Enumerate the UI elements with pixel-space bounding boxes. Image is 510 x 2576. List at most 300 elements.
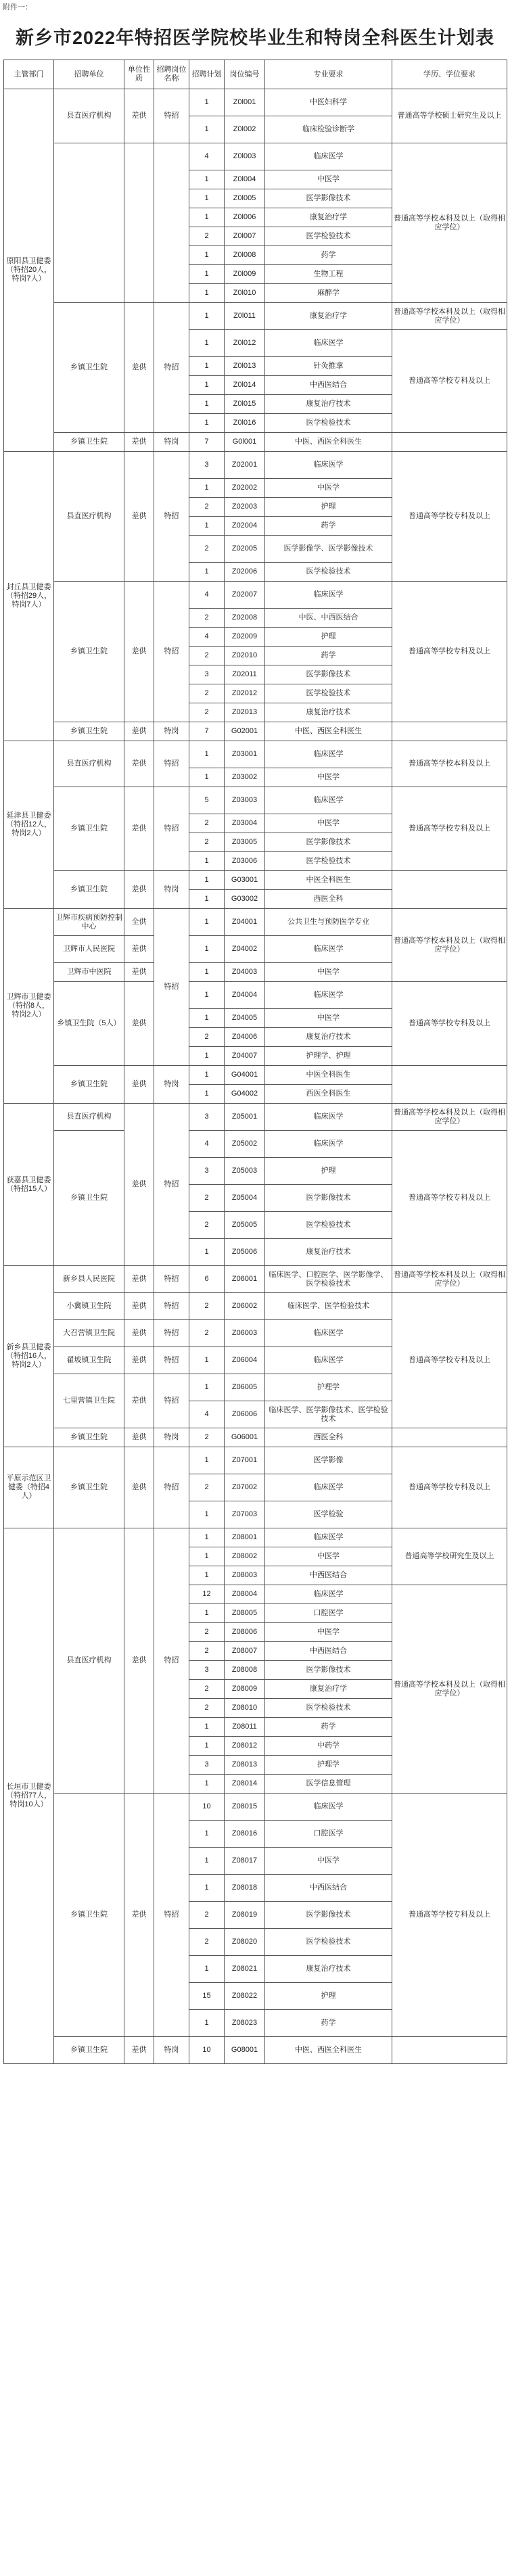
code-cell: Z0l011: [225, 303, 265, 330]
table-row: [4, 1066, 507, 1085]
code-cell: G04002: [225, 1085, 265, 1104]
count-cell: 2: [189, 1185, 225, 1212]
unit-cell: 卫辉市人民医院: [54, 936, 124, 963]
header-code: 岗位编号: [225, 60, 265, 89]
header-post: 招聘岗位名称: [154, 60, 189, 89]
major-cell: 中医全科医生: [265, 871, 392, 890]
major-cell: 临床医学、医学检验技术: [265, 1293, 392, 1320]
code-cell: Z0l004: [225, 170, 265, 189]
count-cell: 2: [189, 1929, 225, 1956]
code-cell: Z03002: [225, 768, 265, 787]
code-cell: Z05004: [225, 1185, 265, 1212]
major-cell: 西医全科医生: [265, 1085, 392, 1104]
nature-cell: 差供: [124, 1066, 154, 1104]
code-cell: Z08019: [225, 1902, 265, 1929]
nature-cell: 差供: [124, 1528, 154, 1794]
code-cell: Z05002: [225, 1131, 265, 1158]
code-cell: Z0l007: [225, 227, 265, 246]
major-cell: 医学检验技术: [265, 1212, 392, 1239]
code-cell: Z04004: [225, 982, 265, 1009]
unit-cell: 七里营镇卫生院: [54, 1374, 124, 1428]
count-cell: 1: [189, 1009, 225, 1028]
education-cell: 普通高等学校本科及以上（取得相应学位）: [392, 303, 507, 330]
count-cell: 5: [189, 787, 225, 814]
major-cell: 医学影像技术: [265, 665, 392, 684]
major-cell: 中西医结合: [265, 1566, 392, 1585]
dept-cell: 原阳县卫健委（特招20人，特岗7人）: [4, 89, 54, 452]
count-cell: 2: [189, 1642, 225, 1661]
count-cell: 1: [189, 1547, 225, 1566]
unit-cell: 乡镇卫生院（5人）: [54, 982, 124, 1066]
code-cell: Z05006: [225, 1239, 265, 1266]
count-cell: 1: [189, 479, 225, 498]
nature-cell: 差供: [124, 2037, 154, 2064]
unit-cell: 乡镇卫生院: [54, 433, 124, 452]
major-cell: 医学检验技术: [265, 227, 392, 246]
header-major: 专业要求: [265, 60, 392, 89]
education-cell: 普通高等学校专科及以上: [392, 452, 507, 582]
post-cell: 特岗: [154, 1428, 189, 1447]
count-cell: 1: [189, 303, 225, 330]
count-cell: 1: [189, 1447, 225, 1474]
major-cell: 医学检验技术: [265, 563, 392, 582]
count-cell: 1: [189, 1821, 225, 1848]
table-row: [4, 582, 507, 609]
count-cell: 2: [189, 1028, 225, 1047]
post-cell: 特招: [154, 582, 189, 722]
header-nature: 单位性质: [124, 60, 154, 89]
post-cell: 特招: [154, 1293, 189, 1320]
code-cell: Z08020: [225, 1929, 265, 1956]
count-cell: 1: [189, 1374, 225, 1401]
post-cell: 特招: [154, 1347, 189, 1374]
code-cell: Z0l009: [225, 265, 265, 284]
table-row: [4, 1528, 507, 1547]
major-cell: 临床医学: [265, 1794, 392, 1821]
count-cell: 4: [189, 1401, 225, 1428]
major-cell: 中医学: [265, 814, 392, 833]
unit-cell: 小冀镇卫生院: [54, 1293, 124, 1320]
count-cell: 2: [189, 609, 225, 628]
major-cell: 中药学: [265, 1737, 392, 1756]
table-row: [4, 433, 507, 452]
unit-cell: 乡镇卫生院: [54, 1447, 124, 1528]
code-cell: G0l001: [225, 433, 265, 452]
code-cell: G04001: [225, 1066, 265, 1085]
post-cell: 特招: [154, 1794, 189, 2037]
code-cell: Z08005: [225, 1604, 265, 1623]
unit-cell: 新乡县人民医院: [54, 1266, 124, 1293]
count-cell: 2: [189, 1212, 225, 1239]
major-cell: 医学影像: [265, 1447, 392, 1474]
table-row: [4, 722, 507, 741]
education-cell: 普通高等学校专科及以上: [392, 1447, 507, 1528]
count-cell: 1: [189, 1956, 225, 1983]
code-cell: G08001: [225, 2037, 265, 2064]
count-cell: 1: [189, 414, 225, 433]
code-cell: Z03001: [225, 741, 265, 768]
major-cell: 临床医学: [265, 936, 392, 963]
code-cell: Z08007: [225, 1642, 265, 1661]
code-cell: Z06003: [225, 1320, 265, 1347]
nature-cell: 差供: [124, 936, 154, 963]
count-cell: 1: [189, 208, 225, 227]
nature-cell: 全供: [124, 909, 154, 936]
post-cell: 特招: [154, 1320, 189, 1347]
code-cell: Z08002: [225, 1547, 265, 1566]
count-cell: 3: [189, 1158, 225, 1185]
code-cell: Z02002: [225, 479, 265, 498]
major-cell: 护理学、护理: [265, 1047, 392, 1066]
attachment-label: 附件一：: [3, 3, 32, 11]
post-cell: 特招: [154, 787, 189, 871]
post-cell: 特招: [154, 909, 189, 1066]
unit-cell: 乡镇卫生院: [54, 871, 124, 909]
code-cell: Z06004: [225, 1347, 265, 1374]
major-cell: 临床医学: [265, 1585, 392, 1604]
major-cell: 护理学: [265, 1756, 392, 1775]
unit-cell: 县直医疗机构: [54, 452, 124, 582]
major-cell: 中西医结合: [265, 1875, 392, 1902]
code-cell: Z0l016: [225, 414, 265, 433]
major-cell: 康复治疗学: [265, 208, 392, 227]
nature-cell: 差供: [124, 871, 154, 909]
count-cell: 1: [189, 284, 225, 303]
code-cell: Z06005: [225, 1374, 265, 1401]
count-cell: 1: [189, 936, 225, 963]
major-cell: 医学检验技术: [265, 1699, 392, 1718]
dept-cell: 延津县卫健委（特招12人，特岗2人）: [4, 741, 54, 909]
major-cell: 康复治疗技术: [265, 1239, 392, 1266]
education-cell: [392, 433, 507, 452]
count-cell: 1: [189, 1848, 225, 1875]
major-cell: 中西医结合: [265, 376, 392, 395]
education-cell: [392, 1066, 507, 1104]
education-cell: 普通高等学校本科及以上（取得相应学位）: [392, 1585, 507, 1794]
code-cell: Z08001: [225, 1528, 265, 1547]
major-cell: 临床医学: [265, 1320, 392, 1347]
nature-cell: 差供: [124, 1266, 154, 1293]
code-cell: Z07002: [225, 1474, 265, 1501]
major-cell: 临床医学: [265, 1528, 392, 1547]
code-cell: Z08022: [225, 1983, 265, 2010]
education-cell: 普通高等学校专科及以上: [392, 982, 507, 1066]
nature-cell: 差供: [124, 1447, 154, 1528]
dept-cell: 长垣市卫健委（特招77人，特岗10人）: [4, 1528, 54, 2064]
major-cell: 中医、西医全科医生: [265, 722, 392, 741]
major-cell: 医学影像技术: [265, 189, 392, 208]
count-cell: 1: [189, 89, 225, 116]
unit-cell: 乡镇卫生院: [54, 2037, 124, 2064]
major-cell: 中医、西医全科医生: [265, 2037, 392, 2064]
count-cell: 2: [189, 1623, 225, 1642]
major-cell: 临床医学: [265, 452, 392, 479]
major-cell: 中医学: [265, 1623, 392, 1642]
count-cell: 1: [189, 376, 225, 395]
nature-cell: 差供: [124, 787, 154, 871]
count-cell: 4: [189, 143, 225, 170]
education-cell: 普通高等学校专科及以上: [392, 787, 507, 871]
code-cell: Z03003: [225, 787, 265, 814]
count-cell: 3: [189, 1661, 225, 1680]
unit-cell: 大召营镇卫生院: [54, 1320, 124, 1347]
major-cell: 中医妇科学: [265, 89, 392, 116]
unit-cell: 翟坡镇卫生院: [54, 1347, 124, 1374]
count-cell: 1: [189, 2010, 225, 2037]
count-cell: 1: [189, 1775, 225, 1794]
header-dept: 主管部门: [4, 60, 54, 89]
major-cell: 口腔医学: [265, 1821, 392, 1848]
code-cell: Z07003: [225, 1501, 265, 1528]
major-cell: 康复治疗技术: [265, 395, 392, 414]
code-cell: Z0l013: [225, 357, 265, 376]
count-cell: 1: [189, 1604, 225, 1623]
post-cell: 特招: [154, 1104, 189, 1266]
education-cell: [392, 722, 507, 741]
code-cell: Z0l002: [225, 116, 265, 143]
major-cell: 护理: [265, 1983, 392, 2010]
table-row: [4, 2037, 507, 2064]
major-cell: 医学检验技术: [265, 1929, 392, 1956]
nature-cell: 差供: [124, 1320, 154, 1347]
code-cell: G02001: [225, 722, 265, 741]
major-cell: 药学: [265, 1718, 392, 1737]
post-cell: 特招: [154, 89, 189, 143]
count-cell: 1: [189, 1737, 225, 1756]
count-cell: 1: [189, 871, 225, 890]
post-cell: 特招: [154, 741, 189, 787]
count-cell: 1: [189, 246, 225, 265]
table-body: [4, 89, 507, 2064]
major-cell: 医学检验技术: [265, 852, 392, 871]
education-cell: [392, 871, 507, 909]
major-cell: 医学信息管理: [265, 1775, 392, 1794]
dept-cell: 新乡县卫健委（特招16人，特岗2人）: [4, 1266, 54, 1447]
table-header-row: [4, 60, 507, 89]
education-cell: 普通高等学校本科及以上: [392, 741, 507, 787]
table-row: [4, 1794, 507, 1821]
count-cell: 1: [189, 1085, 225, 1104]
count-cell: 3: [189, 1104, 225, 1131]
nature-cell: 差供: [124, 1293, 154, 1320]
table-row: [4, 452, 507, 479]
count-cell: 1: [189, 1528, 225, 1547]
major-cell: 中医、中西医结合: [265, 609, 392, 628]
major-cell: 医学影像学、医学影像技术: [265, 536, 392, 563]
major-cell: 针灸推拿: [265, 357, 392, 376]
nature-cell: 差供: [124, 722, 154, 741]
education-cell: [392, 1428, 507, 1447]
count-cell: 6: [189, 1266, 225, 1293]
code-cell: Z03004: [225, 814, 265, 833]
code-cell: Z04002: [225, 936, 265, 963]
table-row: [4, 909, 507, 936]
table-row: [4, 787, 507, 814]
nature-cell: 差供: [124, 433, 154, 452]
table-row: [4, 741, 507, 768]
major-cell: 康复治疗技术: [265, 1028, 392, 1047]
nature-cell: 差供: [124, 303, 154, 433]
education-cell: 普通高等学校本科及以上（取得相应学位）: [392, 1266, 507, 1293]
major-cell: 医学检验技术: [265, 684, 392, 703]
table-row: [4, 1104, 507, 1131]
count-cell: 3: [189, 1756, 225, 1775]
dept-cell: 获嘉县卫健委（特招15人）: [4, 1104, 54, 1266]
code-cell: Z02007: [225, 582, 265, 609]
education-cell: 普通高等学校硕士研究生及以上: [392, 89, 507, 143]
education-cell: 普通高等学校研究生及以上: [392, 1528, 507, 1585]
code-cell: Z08006: [225, 1623, 265, 1642]
major-cell: 临床医学、医学影像技术、医学检验技术: [265, 1401, 392, 1428]
count-cell: 2: [189, 1428, 225, 1447]
code-cell: Z02005: [225, 536, 265, 563]
count-cell: 1: [189, 1239, 225, 1266]
code-cell: Z03006: [225, 852, 265, 871]
count-cell: 2: [189, 1699, 225, 1718]
code-cell: Z08018: [225, 1875, 265, 1902]
code-cell: Z0l003: [225, 143, 265, 170]
post-cell: 特岗: [154, 2037, 189, 2064]
post-cell: 特岗: [154, 722, 189, 741]
count-cell: 10: [189, 1794, 225, 1821]
count-cell: 1: [189, 170, 225, 189]
count-cell: 1: [189, 909, 225, 936]
table-row: [4, 982, 507, 1009]
count-cell: 4: [189, 582, 225, 609]
code-cell: Z0l001: [225, 89, 265, 116]
major-cell: 临床医学: [265, 143, 392, 170]
recruitment-plan-table: [3, 60, 507, 2064]
major-cell: 生物工程: [265, 265, 392, 284]
count-cell: 12: [189, 1585, 225, 1604]
code-cell: Z02009: [225, 628, 265, 647]
major-cell: 医学影像技术: [265, 833, 392, 852]
count-cell: 2: [189, 536, 225, 563]
count-cell: 1: [189, 852, 225, 871]
education-cell: 普通高等学校本科及以上（取得相应学位）: [392, 909, 507, 982]
code-cell: Z06006: [225, 1401, 265, 1428]
code-cell: Z02008: [225, 609, 265, 628]
table-row: [4, 1428, 507, 1447]
nature-cell: 差供: [124, 452, 154, 582]
nature-cell: 差供: [124, 1428, 154, 1447]
nature-cell: [124, 143, 154, 303]
major-cell: 临床医学: [265, 1131, 392, 1158]
major-cell: 公共卫生与预防医学专业: [265, 909, 392, 936]
major-cell: 麻醉学: [265, 284, 392, 303]
count-cell: 1: [189, 1566, 225, 1585]
major-cell: 临床医学: [265, 582, 392, 609]
table-row: [4, 143, 507, 170]
major-cell: 医学检验: [265, 1501, 392, 1528]
major-cell: 中医学: [265, 1547, 392, 1566]
count-cell: 15: [189, 1983, 225, 2010]
code-cell: Z08013: [225, 1756, 265, 1775]
count-cell: 1: [189, 982, 225, 1009]
unit-cell: 县直医疗机构: [54, 89, 124, 143]
code-cell: Z08011: [225, 1718, 265, 1737]
post-cell: 特招: [154, 303, 189, 433]
unit-cell: 乡镇卫生院: [54, 722, 124, 741]
code-cell: Z05001: [225, 1104, 265, 1131]
code-cell: Z0l005: [225, 189, 265, 208]
code-cell: Z04001: [225, 909, 265, 936]
major-cell: 护理: [265, 628, 392, 647]
count-cell: 2: [189, 227, 225, 246]
count-cell: 4: [189, 1131, 225, 1158]
unit-cell: 卫辉市疾病预防控制中心: [54, 909, 124, 936]
post-cell: 特岗: [154, 871, 189, 909]
unit-cell: 县直医疗机构: [54, 1104, 124, 1131]
count-cell: 1: [189, 890, 225, 909]
count-cell: 1: [189, 395, 225, 414]
major-cell: 药学: [265, 517, 392, 536]
code-cell: Z08014: [225, 1775, 265, 1794]
count-cell: 1: [189, 189, 225, 208]
count-cell: 1: [189, 563, 225, 582]
unit-cell: 乡镇卫生院: [54, 303, 124, 433]
unit-cell: 县直医疗机构: [54, 1528, 124, 1794]
major-cell: 临床医学: [265, 1347, 392, 1374]
table-row: [4, 303, 507, 330]
major-cell: 中医学: [265, 963, 392, 982]
count-cell: 2: [189, 684, 225, 703]
count-cell: 2: [189, 1680, 225, 1699]
count-cell: 10: [189, 2037, 225, 2064]
major-cell: 中医学: [265, 1009, 392, 1028]
unit-cell: 乡镇卫生院: [54, 582, 124, 722]
code-cell: Z0l012: [225, 330, 265, 357]
code-cell: Z0l008: [225, 246, 265, 265]
major-cell: 康复治疗技术: [265, 703, 392, 722]
nature-cell: 差供: [124, 1104, 154, 1266]
code-cell: Z08009: [225, 1680, 265, 1699]
table-row: [4, 871, 507, 890]
code-cell: Z02012: [225, 684, 265, 703]
count-cell: 1: [189, 741, 225, 768]
header-count: 招聘计划: [189, 60, 225, 89]
major-cell: 中西医结合: [265, 1642, 392, 1661]
dept-cell: 平原示范区卫健委（特招4人）: [4, 1447, 54, 1528]
count-cell: 2: [189, 814, 225, 833]
count-cell: 1: [189, 517, 225, 536]
code-cell: Z08023: [225, 2010, 265, 2037]
major-cell: 临床医学: [265, 330, 392, 357]
count-cell: 1: [189, 768, 225, 787]
count-cell: 1: [189, 1501, 225, 1528]
major-cell: 临床医学: [265, 741, 392, 768]
code-cell: G06001: [225, 1428, 265, 1447]
major-cell: 临床医学: [265, 787, 392, 814]
count-cell: 1: [189, 1875, 225, 1902]
count-cell: 4: [189, 628, 225, 647]
table-row: [4, 1131, 507, 1158]
major-cell: 医学影像技术: [265, 1661, 392, 1680]
count-cell: 1: [189, 330, 225, 357]
nature-cell: 差供: [124, 1374, 154, 1428]
major-cell: 护理学: [265, 1374, 392, 1401]
count-cell: 1: [189, 357, 225, 376]
major-cell: 护理: [265, 498, 392, 517]
post-cell: 特岗: [154, 433, 189, 452]
post-cell: 特招: [154, 1528, 189, 1794]
education-cell: 普通高等学校专科及以上: [392, 330, 507, 433]
major-cell: 临床医学: [265, 1104, 392, 1131]
code-cell: Z0l006: [225, 208, 265, 227]
count-cell: 2: [189, 498, 225, 517]
code-cell: Z02003: [225, 498, 265, 517]
count-cell: 3: [189, 665, 225, 684]
